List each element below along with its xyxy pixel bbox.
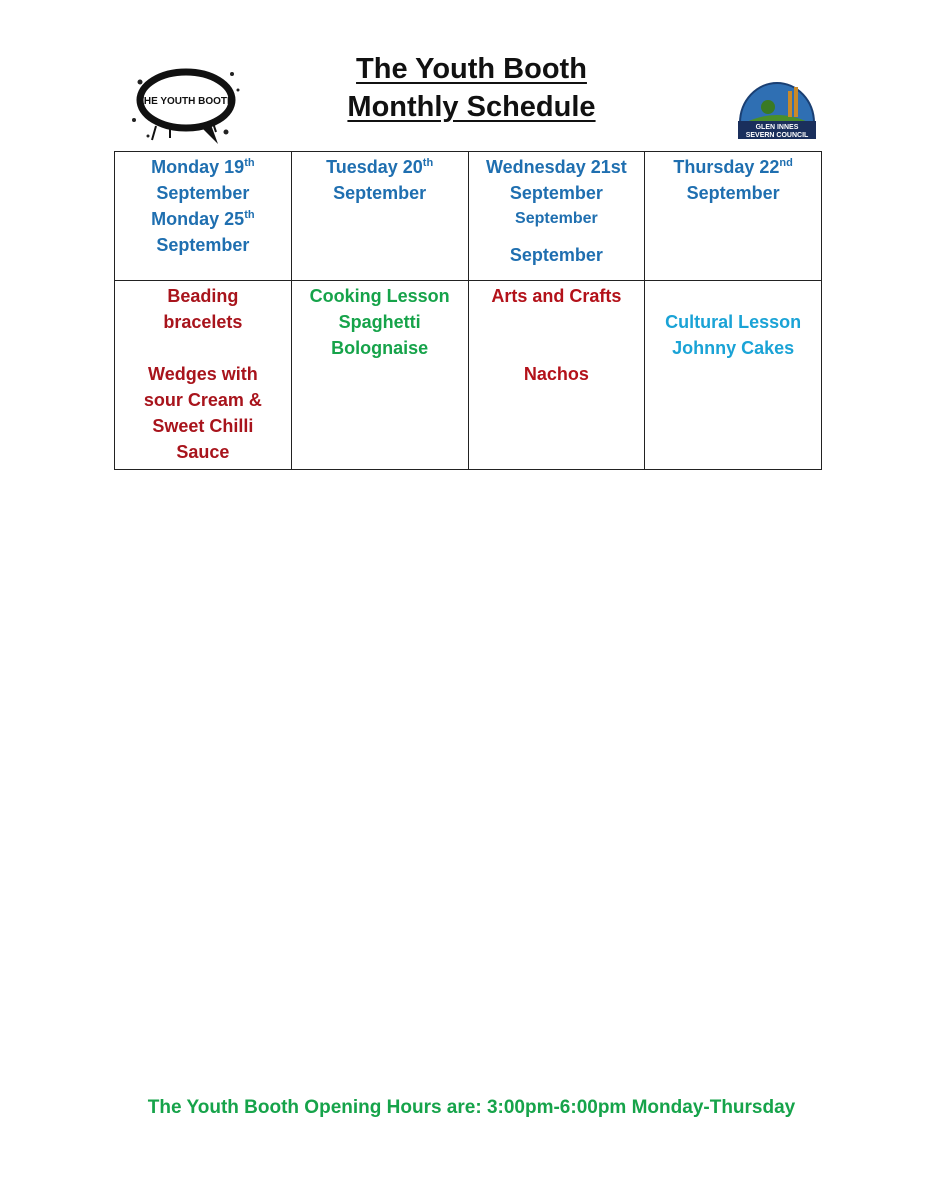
date-text: Tuesday 20 [326,157,423,177]
activity-cell-wednesday [468,281,645,470]
schedule-table [114,151,822,470]
date-cell-monday [115,152,292,281]
date-text: Monday 25 [151,209,245,229]
activity-text: Sweet Chilli [152,416,254,436]
date-cell-tuesday [291,152,468,281]
date-text: September [515,210,598,227]
date-text: September [333,183,427,203]
date-cell-wednesday [468,152,645,281]
title-line-2: Monthly Schedule [347,91,596,123]
youth-booth-logo-text: THE YOUTH BOOTH [137,96,235,107]
council-logo-text-2: SEVERN COUNCIL [745,132,809,139]
council-logo [734,77,820,141]
activity-text: sour Cream & [143,390,262,410]
activity-row [115,281,822,470]
youth-booth-logo [126,60,246,150]
activity-text: Wedges with [148,364,258,384]
date-text: September [509,245,603,265]
date-text: September [156,183,250,203]
date-suffix: th [422,157,434,169]
activity-cell-thursday [645,281,822,470]
date-text: Monday 19 [151,157,245,177]
date-suffix: th [244,209,255,221]
date-row [115,152,822,281]
date-cell-thursday [645,152,822,281]
activity-cell-monday [115,281,292,470]
activity-text: Johnny Cakes [672,338,795,358]
activity-text: Bolognaise [331,338,429,358]
opening-hours: The Youth Booth Opening Hours are: 3:00pm-6:00pm Monday-Thursday [147,1097,796,1118]
activity-text: Spaghetti [338,312,421,332]
date-text: September [509,183,603,203]
date-suffix: th [244,157,255,169]
date-text: Wednesday 21st [486,157,627,177]
date-text: September [686,183,780,203]
activity-text: Nachos [523,364,589,384]
title-line-1: The Youth Booth [356,53,587,85]
activity-text: Cooking Lesson [309,286,450,306]
date-suffix: nd [779,157,793,169]
date-text: Thursday 22 [673,157,780,177]
activity-cell-tuesday [291,281,468,470]
activity-text: Cultural Lesson [665,312,802,332]
council-logo-text-1: GLEN INNES [755,124,799,131]
activity-text: Beading [167,286,239,306]
activity-text: Arts and Crafts [491,286,622,306]
activity-text: bracelets [163,312,243,332]
date-text: September [156,235,250,255]
activity-text: Sauce [176,442,230,462]
